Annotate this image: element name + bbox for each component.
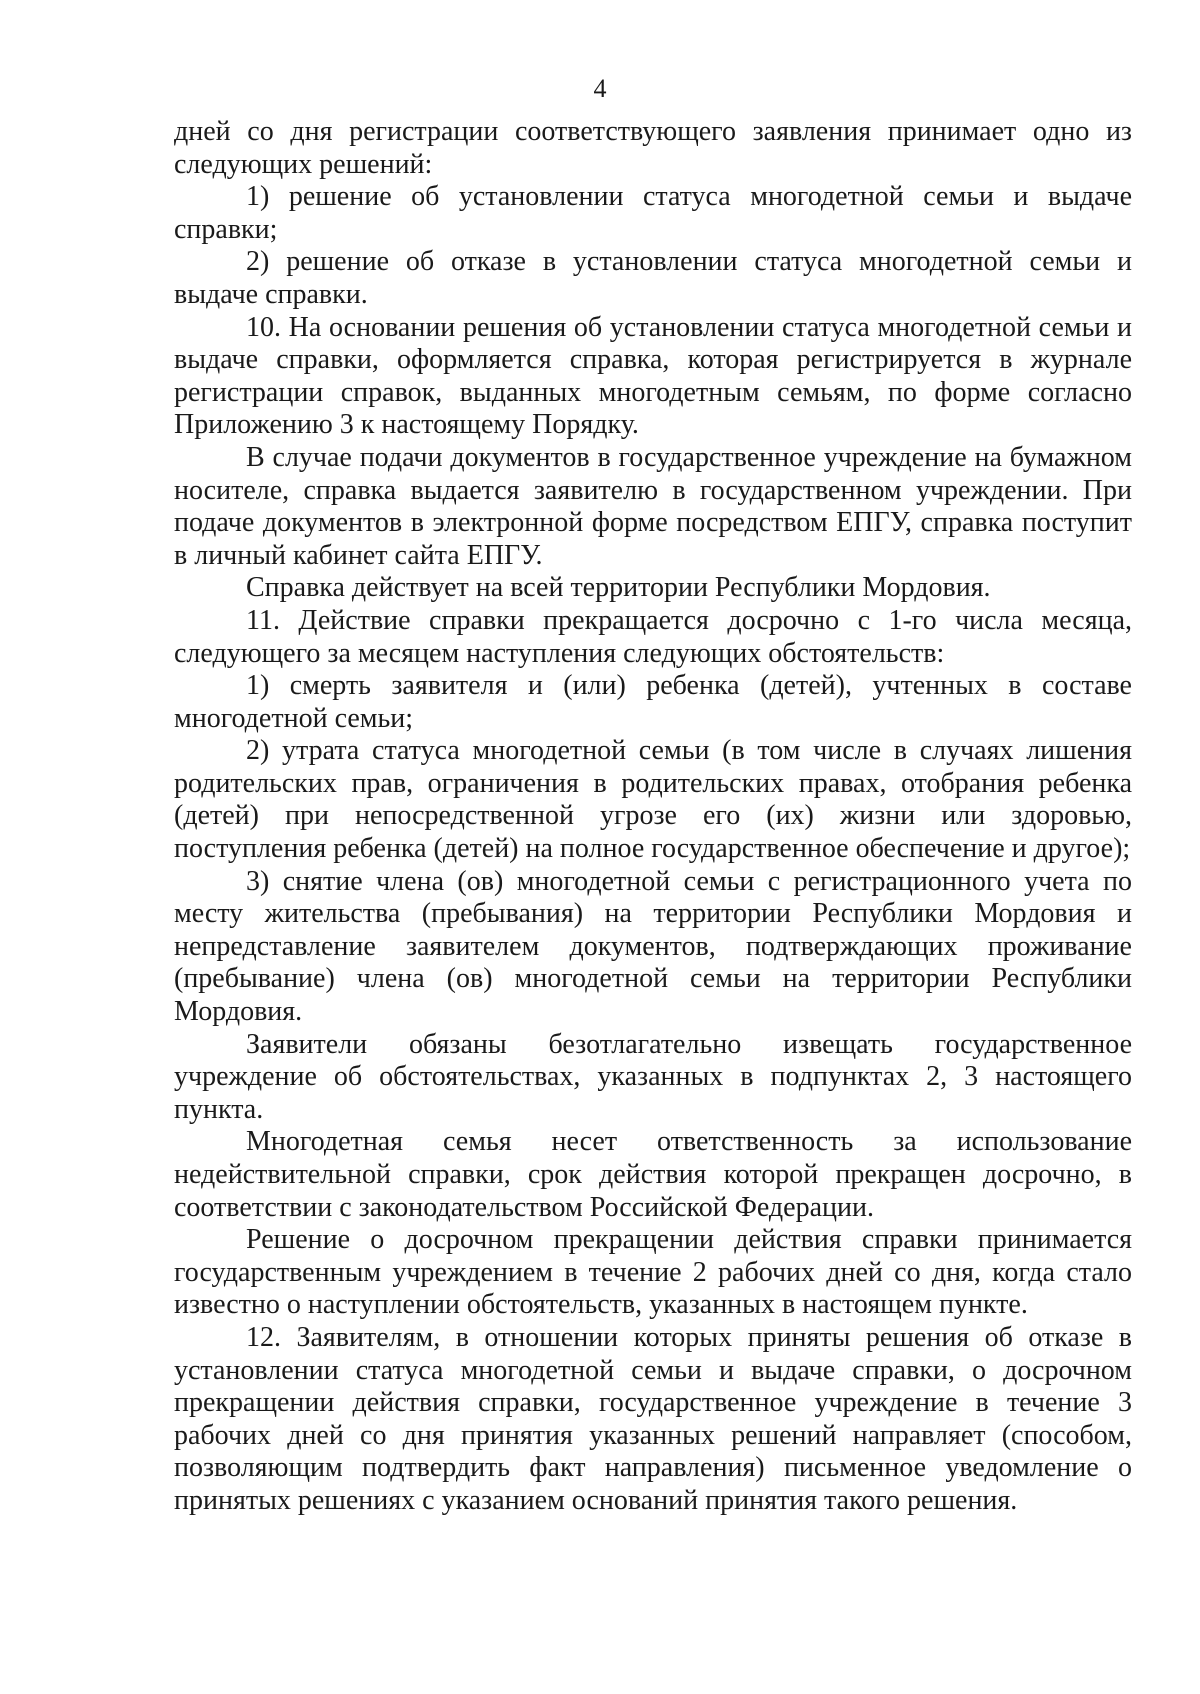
paragraph-item-12: 12. Заявителям, в отношении которых приняты решения об отказе в установлении статуса многодетной семьи и выдаче справки, о досрочном прекращении действия справки, государственное учреждение в течение 3 рабочих дней со дня принятия указанных решений направляет (способом, позволяющим подтвердить факт направления) письменное уведомление о принятых решениях с указанием оснований принятия такого решения. [174, 1321, 1132, 1516]
paragraph-responsibility: Многодетная семья несет ответственность за использование недействительной справки, срок действия которой прекращен досрочно, в соответствии с законодательством Российской Федерации. [174, 1126, 1132, 1223]
paragraph-submission: В случае подачи документов в государственное учреждение на бумажном носителе, справка выдается заявителю в государственном учреждении. При подаче документов в электронной форме посредством ЕПГУ, справка поступит в личный кабинет сайта ЕПГУ. [174, 441, 1132, 571]
paragraph-decision-1: 1) решение об установлении статуса многодетной семьи и выдаче справки; [174, 181, 1132, 245]
paragraph-decision-2: 2) решение об отказе в установлении статуса многодетной семьи и выдаче справки. [174, 246, 1132, 310]
page-number: 4 [593, 74, 607, 103]
paragraph-early-termination: Решение о досрочном прекращении действия справки принимается государственным учреждением в течение 2 рабочих дней со дня, когда стало известно о наступлении обстоятельств, указанных в настоящем пункте. [174, 1224, 1132, 1321]
document-body [174, 116, 1132, 1518]
paragraph-continuation: дней со дня регистрации соответствующего заявления принимает одно из следующих решений: [174, 116, 1132, 180]
paragraph-item-11: 11. Действие справки прекращается досрочно с 1-го числа месяца, следующего за месяцем наступления следующих обстоятельств: [174, 604, 1132, 669]
paragraph-circumstance-1: 1) смерть заявителя и (или) ребенка (детей), учтенных в составе многодетной семьи; [174, 670, 1132, 734]
paragraph-validity: Справка действует на всей территории Республики Мордовия. [246, 572, 991, 604]
paragraph-item-10: 10. На основании решения об установлении статуса многодетной семьи и выдаче справки, оформляется справка, которая регистрируется в журнале регистрации справок, выданных многодетным семьям, по форме согласно Приложению 3 к настоящему Порядку. [174, 311, 1132, 441]
paragraph-circumstance-2: 2) утрата статуса многодетной семьи (в том числе в случаях лишения родительских прав, ограничения в родительских правах, отобрания ребенка (детей) при непосредственной угрозе его (их) жизни или здоровью, поступления ребенка (детей) на полное государственное обеспечение и другое); [174, 735, 1132, 865]
paragraph-circumstance-3: 3) снятие члена (ов) многодетной семьи с регистрационного учета по месту жительства (пребывания) на территории Республики Мордовия и непредставление заявителем документов, подтверждающих проживание (пребывание) члена (ов) многодетной семьи на территории Республики Мордовия. [174, 865, 1132, 1028]
paragraph-notification-duty: Заявители обязаны безотлагательно извещать государственное учреждение об обстоятельствах, указанных в подпунктах 2, 3 настоящего пункта. [174, 1028, 1132, 1125]
